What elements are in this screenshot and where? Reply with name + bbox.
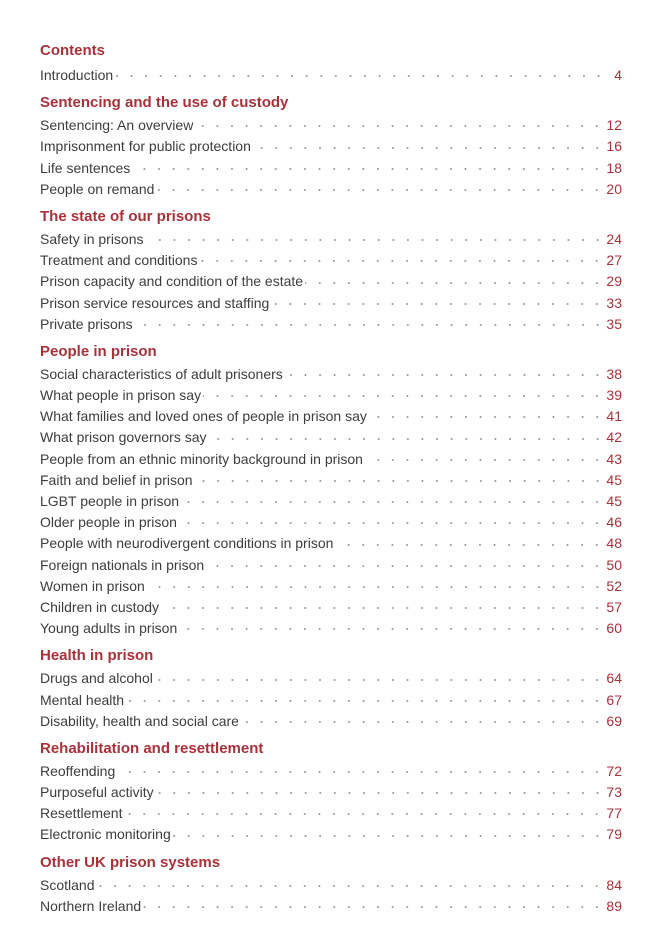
entry-label: Electronic monitoring	[40, 826, 171, 843]
entry-label: Resettlement	[40, 805, 123, 822]
dot-leader	[132, 165, 604, 173]
dot-leader	[369, 413, 605, 421]
toc-entry[interactable]	[40, 250, 622, 271]
dot-leader	[126, 697, 604, 705]
toc-entry[interactable]	[40, 803, 622, 824]
dot-leader	[146, 236, 605, 244]
dot-leader	[96, 882, 604, 890]
dot-leader	[199, 257, 604, 265]
entry-label: Private prisons	[40, 315, 133, 332]
dot-leader	[203, 392, 604, 400]
toc-entry[interactable]	[40, 158, 622, 179]
entry-page-number: 38	[606, 365, 622, 382]
toc-entry[interactable]	[40, 711, 622, 732]
toc-entry[interactable]	[40, 533, 622, 554]
toc-entry[interactable]	[40, 512, 622, 533]
entry-label: People from an ethnic minority background in prison	[40, 450, 363, 467]
entry-page-number: 43	[606, 450, 622, 467]
entry-page-number: 33	[606, 294, 622, 311]
toc-entry[interactable]	[40, 491, 622, 512]
dot-leader	[161, 604, 604, 612]
toc-entry[interactable]	[40, 406, 622, 427]
entry-page-number: 39	[606, 387, 622, 404]
toc-entry[interactable]	[40, 385, 622, 406]
entry-label: Sentencing: An overview	[40, 117, 194, 134]
entry-label: Women in prison	[40, 577, 145, 594]
section-heading: Other UK prison systems	[40, 853, 221, 871]
entry-page-number: 50	[606, 556, 622, 573]
dot-leader	[181, 498, 604, 506]
entry-label: Children in custody	[40, 598, 160, 615]
dot-leader	[241, 718, 604, 726]
entry-label: People with neurodivergent conditions in prison	[40, 535, 334, 552]
entry-page-number: 60	[606, 620, 622, 637]
toc-entry[interactable]	[40, 293, 622, 314]
toc-entry[interactable]	[40, 229, 622, 250]
entry-page-number: 45	[606, 471, 622, 488]
toc-entry[interactable]	[40, 875, 622, 896]
toc-entry[interactable]	[40, 896, 622, 917]
dot-leader	[195, 122, 604, 130]
toc-entry[interactable]	[40, 618, 622, 639]
entry-page-number: 42	[606, 429, 622, 446]
entry-page-number: 12	[606, 117, 622, 134]
dot-leader	[206, 562, 604, 570]
toc-entry[interactable]	[40, 115, 622, 136]
toc-entry[interactable]	[40, 782, 622, 803]
toc-entry-introduction[interactable]	[40, 65, 622, 86]
entry-label: Prison service resources and staffing	[40, 294, 270, 311]
dot-leader	[365, 456, 604, 464]
entry-page-number: 27	[606, 252, 622, 269]
section-heading: Health in prison	[40, 647, 154, 665]
dot-leader	[253, 144, 605, 152]
dot-leader	[271, 300, 604, 308]
section-heading: People in prison	[40, 342, 157, 360]
toc-entry[interactable]	[40, 179, 622, 200]
entry-label: Older people in prison	[40, 514, 177, 531]
toc-entry[interactable]	[40, 136, 622, 157]
dot-leader	[155, 676, 605, 684]
toc-entry[interactable]	[40, 470, 622, 491]
entry-page-number: 35	[606, 315, 622, 332]
dot-leader	[117, 768, 604, 776]
toc-entry[interactable]	[40, 668, 622, 689]
dot-leader	[179, 625, 604, 633]
entry-label: Reoffending	[40, 762, 116, 779]
entry-label: LGBT people in prison	[40, 493, 180, 509]
entry-label: Mental health	[40, 691, 125, 708]
toc-entry[interactable]	[40, 449, 622, 470]
entry-page-number: 18	[606, 159, 622, 176]
dot-leader	[305, 279, 604, 287]
dot-leader	[143, 903, 604, 911]
dot-leader	[285, 371, 605, 379]
entry-label: Life sentences	[40, 159, 131, 176]
entry-page-number: 20	[606, 180, 622, 197]
entry-page-number: 73	[606, 784, 622, 801]
entry-page-number: 41	[606, 408, 622, 425]
toc-entry[interactable]	[40, 576, 622, 597]
entry-label: Treatment and conditions	[40, 252, 198, 269]
entry-page-number: 24	[606, 230, 622, 247]
entry-label: Social characteristics of adult prisoners	[40, 365, 283, 382]
dot-leader	[115, 72, 606, 80]
entry-label: Young adults in prison	[40, 620, 178, 637]
entry-label: Introduction	[40, 67, 114, 83]
entry-page-number: 45	[606, 493, 622, 509]
entry-page-number: 64	[606, 670, 622, 687]
section-heading: Rehabilitation and resettlement	[40, 739, 264, 757]
dot-leader	[156, 186, 604, 194]
entry-page-number: 89	[606, 897, 622, 914]
entry-label: Purposeful activity	[40, 784, 154, 801]
entry-label: Northern Ireland	[40, 897, 142, 914]
entry-page-number: 57	[606, 598, 622, 615]
section-heading: Sentencing and the use of custody	[40, 94, 289, 112]
toc-sections	[40, 91, 622, 917]
toc-entry[interactable]	[40, 761, 622, 782]
dot-leader	[179, 519, 604, 527]
dot-leader	[156, 789, 605, 797]
toc-entry[interactable]	[40, 364, 622, 385]
dot-leader	[124, 810, 604, 818]
toc-entry[interactable]	[40, 824, 622, 845]
entry-page-number: 84	[606, 876, 622, 893]
contents-title: Contents	[40, 42, 105, 59]
entry-label: Scotland	[40, 876, 95, 893]
dot-leader	[335, 541, 604, 549]
toc-entry[interactable]	[40, 314, 622, 335]
entry-page-number: 48	[606, 535, 622, 552]
entry-label: What prison governors say	[40, 429, 207, 446]
dot-leader	[209, 435, 605, 443]
toc-entry[interactable]	[40, 555, 622, 576]
dot-leader	[195, 477, 605, 485]
toc-entry[interactable]	[40, 271, 622, 292]
entry-page-number: 46	[606, 514, 622, 531]
entry-page-number: 77	[606, 805, 622, 822]
entry-label: Safety in prisons	[40, 230, 144, 247]
entry-page-number: 16	[606, 138, 622, 155]
entry-page-number: 72	[606, 762, 622, 779]
entry-page-number: 29	[606, 273, 622, 290]
entry-page-number: 79	[606, 826, 622, 843]
section-heading: The state of our prisons	[40, 207, 211, 225]
entry-page-number: 69	[606, 712, 622, 729]
entry-label: Prison capacity and condition of the estate	[40, 273, 304, 290]
entry-label: People on remand	[40, 180, 155, 197]
entry-page-number: 52	[606, 577, 622, 594]
entry-label: Drugs and alcohol	[40, 670, 153, 687]
entry-label: Disability, health and social care	[40, 712, 239, 729]
toc-entry[interactable]	[40, 690, 622, 711]
entry-label: What people in prison say	[40, 387, 202, 404]
dot-leader	[173, 832, 605, 840]
dot-leader	[147, 583, 605, 591]
toc-entry[interactable]	[40, 597, 622, 618]
table-of-contents	[40, 40, 622, 917]
entry-label: What families and loved ones of people in prison say	[40, 408, 367, 425]
toc-entry[interactable]	[40, 427, 622, 448]
entry-page-number: 4	[614, 67, 622, 83]
dot-leader	[135, 321, 605, 329]
entry-label: Foreign nationals in prison	[40, 556, 205, 573]
entry-page-number: 67	[606, 691, 622, 708]
entry-label: Imprisonment for public protection	[40, 138, 251, 155]
entry-label: Faith and belief in prison	[40, 471, 193, 488]
